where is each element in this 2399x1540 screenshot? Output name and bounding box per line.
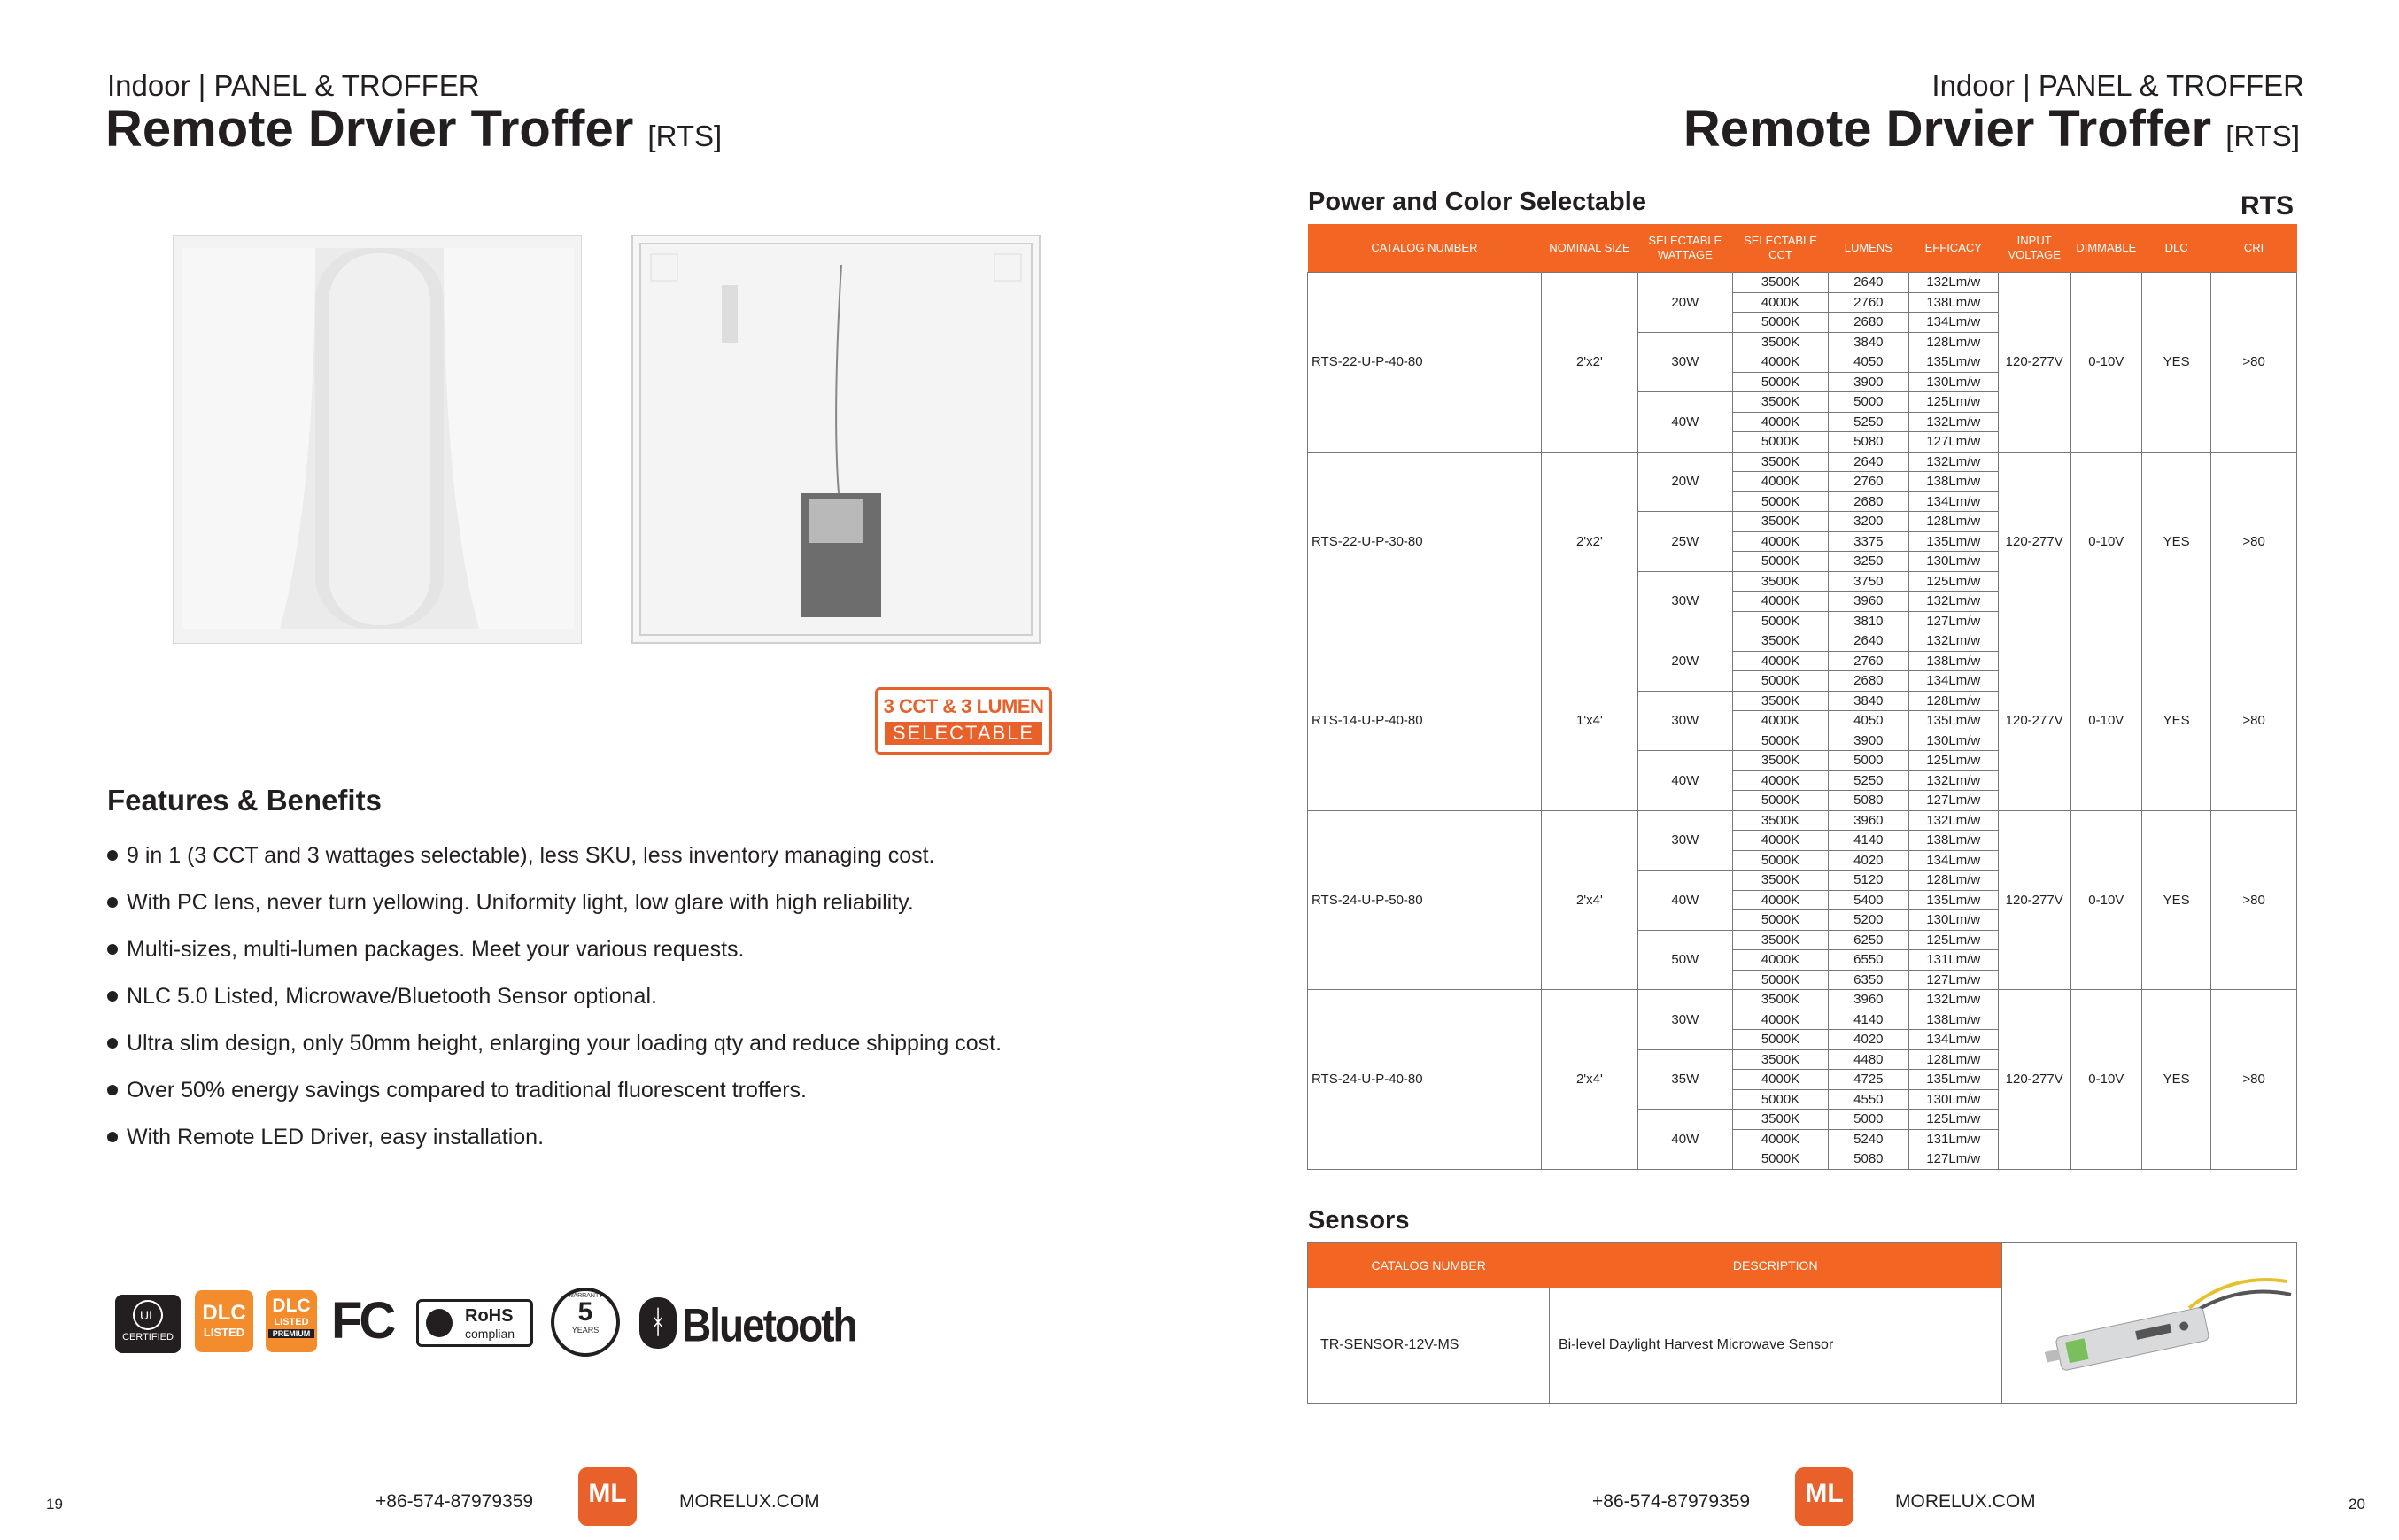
lumens: 6250 (1828, 930, 1908, 950)
lumens: 3900 (1828, 372, 1908, 392)
lumens: 6550 (1828, 950, 1908, 971)
right-page-title (1683, 99, 2300, 159)
input-voltage: 120-277V (1998, 273, 2070, 453)
sensors-col-description: DESCRIPTION (1549, 1243, 2001, 1288)
cct: 4000K (1733, 770, 1829, 791)
wattage: 40W (1637, 1110, 1733, 1170)
spec-row (1308, 273, 2297, 293)
page-number-right: 20 (2349, 1496, 2365, 1513)
right-title-text: Remote Drvier Troffer (1683, 100, 2212, 158)
efficacy: 130Lm/w (1908, 910, 1998, 931)
catalog-number: RTS-22-U-P-30-80 (1308, 452, 1542, 631)
warranty-number: 5 (577, 1297, 593, 1327)
bullet-icon (107, 944, 118, 955)
feature-text: 9 in 1 (3 CCT and 3 wattages selectable), less SKU, less inventory managing cost. (127, 843, 935, 868)
efficacy: 135Lm/w (1908, 352, 1998, 373)
cri: >80 (2211, 631, 2297, 811)
wattage: 50W (1637, 930, 1733, 990)
lumens: 3900 (1828, 731, 1908, 751)
lumens: 5000 (1828, 392, 1908, 413)
dimmable: 0-10V (2070, 810, 2141, 990)
morelux-logo-left: ML (578, 1467, 637, 1526)
cct: 4000K (1733, 412, 1829, 432)
dimmable: 0-10V (2070, 631, 2141, 811)
feature-item (104, 832, 1002, 879)
cct: 3500K (1733, 452, 1829, 472)
catalog-number: RTS-24-U-P-40-80 (1308, 990, 1542, 1170)
lumens: 5240 (1828, 1129, 1908, 1149)
warranty-ring-text: WARRANTY (568, 1293, 603, 1299)
left-title-text: Remote Drvier Troffer (105, 100, 634, 158)
cct: 3500K (1733, 1110, 1829, 1130)
feature-text: With PC lens, never turn yellowing. Uniformity light, low glare with high reliability. (127, 890, 914, 915)
lumens: 5120 (1828, 871, 1908, 891)
page-number-left: 19 (46, 1496, 63, 1513)
wattage: 20W (1637, 452, 1733, 512)
sensor-catalog-number: TR-SENSOR-12V-MS (1308, 1288, 1550, 1404)
lumens: 2760 (1828, 472, 1908, 492)
sensor-image (2002, 1243, 2297, 1404)
cct: 4000K (1733, 292, 1829, 313)
nominal-size: 2'x4' (1542, 990, 1637, 1170)
cct: 5000K (1733, 1149, 1829, 1170)
spec-table (1307, 224, 2297, 1170)
efficacy: 125Lm/w (1908, 930, 1998, 950)
cct: 4000K (1733, 651, 1829, 671)
wattage: 40W (1637, 392, 1733, 453)
cct: 3500K (1733, 871, 1829, 891)
efficacy: 138Lm/w (1908, 472, 1998, 492)
spec-col-header: DIMMABLE (2070, 224, 2141, 273)
cct: 4000K (1733, 352, 1829, 373)
warranty-5-years-logo (551, 1288, 620, 1357)
rohs-logo-sub: complian (465, 1327, 515, 1341)
feature-text: Multi-sizes, multi-lumen packages. Meet your various requests. (127, 937, 745, 962)
lumens: 2640 (1828, 452, 1908, 472)
dlc: YES (2142, 273, 2211, 453)
efficacy: 128Lm/w (1908, 871, 1998, 891)
cct: 4000K (1733, 472, 1829, 492)
efficacy: 132Lm/w (1908, 412, 1998, 432)
catalog-number: RTS-22-U-P-40-80 (1308, 273, 1542, 453)
efficacy: 135Lm/w (1908, 531, 1998, 552)
lumens: 4020 (1828, 1030, 1908, 1050)
wattage: 30W (1637, 810, 1733, 871)
wattage: 30W (1637, 571, 1733, 631)
feature-item (104, 1067, 1002, 1114)
lumens: 3960 (1828, 990, 1908, 1010)
cri: >80 (2211, 990, 2297, 1170)
features-heading: Features & Benefits (107, 784, 382, 816)
cct: 3500K (1733, 273, 1829, 293)
lumens: 3375 (1828, 531, 1908, 552)
lumens: 2640 (1828, 273, 1908, 293)
efficacy: 138Lm/w (1908, 292, 1998, 313)
footer-phone-left: +86-574-87979359 (375, 1491, 534, 1512)
cct: 4000K (1733, 592, 1829, 612)
cct: 3500K (1733, 1049, 1829, 1070)
lumens: 3840 (1828, 691, 1908, 711)
lumens: 5080 (1828, 1149, 1908, 1170)
spec-table-body (1308, 273, 2297, 1170)
lumens: 5080 (1828, 432, 1908, 453)
efficacy: 134Lm/w (1908, 313, 1998, 333)
efficacy: 138Lm/w (1908, 651, 1998, 671)
bullet-icon (107, 897, 118, 908)
troffer-front-image (173, 235, 582, 644)
spec-col-header: DLC (2142, 224, 2211, 273)
dimmable: 0-10V (2070, 273, 2141, 453)
bluetooth-icon: ᚼ (639, 1297, 677, 1349)
rohs-logo (416, 1299, 533, 1347)
lumens: 5200 (1828, 910, 1908, 931)
cct: 5000K (1733, 1030, 1829, 1050)
efficacy: 132Lm/w (1908, 990, 1998, 1010)
feature-text: Ultra slim design, only 50mm height, enlarging your loading qty and reduce shipping cost. (127, 1031, 1002, 1056)
lumens: 3750 (1828, 571, 1908, 592)
lumens: 5080 (1828, 791, 1908, 811)
wattage: 40W (1637, 751, 1733, 811)
cct: 4000K (1733, 711, 1829, 731)
lumens: 3960 (1828, 810, 1908, 831)
cri: >80 (2211, 452, 2297, 631)
lumens: 2680 (1828, 671, 1908, 692)
dlc2-logo-text: DLC (272, 1296, 311, 1316)
fcc-logo: FC (331, 1292, 393, 1350)
cct: 3500K (1733, 631, 1829, 652)
left-title-code: [RTS] (647, 120, 723, 152)
spec-series-badge: RTS (2240, 191, 2294, 221)
cct: 3500K (1733, 332, 1829, 352)
lumens: 2760 (1828, 292, 1908, 313)
efficacy: 135Lm/w (1908, 890, 1998, 910)
catalog-number: RTS-24-U-P-50-80 (1308, 810, 1542, 990)
morelux-logo-right: ML (1795, 1467, 1853, 1526)
dlc-premium-logo (266, 1290, 317, 1352)
bullet-icon (107, 850, 118, 861)
efficacy: 128Lm/w (1908, 332, 1998, 352)
ul-logo-text: UL (133, 1300, 163, 1330)
efficacy: 132Lm/w (1908, 452, 1998, 472)
lumens: 5400 (1828, 890, 1908, 910)
input-voltage: 120-277V (1998, 990, 2070, 1170)
input-voltage: 120-277V (1998, 810, 2070, 990)
lumens: 2640 (1828, 631, 1908, 652)
bullet-icon (107, 991, 118, 1002)
spec-col-header: SELECTABLE WATTAGE (1637, 224, 1733, 273)
lumens: 5250 (1828, 412, 1908, 432)
efficacy: 131Lm/w (1908, 950, 1998, 971)
cct: 5000K (1733, 611, 1829, 631)
dlc: YES (2142, 810, 2211, 990)
footer-site-right: MORELUX.COM (1895, 1491, 2036, 1512)
sensors-heading: Sensors (1308, 1206, 1410, 1234)
ul-logo-sub: CERTIFIED (122, 1332, 174, 1343)
efficacy: 125Lm/w (1908, 1110, 1998, 1130)
efficacy: 135Lm/w (1908, 711, 1998, 731)
sensor-description: Bi-level Daylight Harvest Microwave Sensor (1549, 1288, 2001, 1404)
wattage: 30W (1637, 990, 1733, 1050)
cct: 3500K (1733, 392, 1829, 413)
sensors-table (1307, 1242, 2297, 1404)
troffer-back-image (631, 235, 1041, 644)
badge-line2: SELECTABLE (885, 722, 1042, 745)
cct: 5000K (1733, 491, 1829, 512)
feature-item (104, 1020, 1002, 1067)
spec-heading: Power and Color Selectable (1308, 188, 1646, 216)
lumens: 3810 (1828, 611, 1908, 631)
lumens: 2760 (1828, 651, 1908, 671)
wattage: 20W (1637, 631, 1733, 692)
cct: 3500K (1733, 810, 1829, 831)
spec-row (1308, 452, 2297, 472)
lumens: 4050 (1828, 352, 1908, 373)
feature-text: Over 50% energy savings compared to traditional fluorescent troffers. (127, 1078, 807, 1103)
efficacy: 128Lm/w (1908, 512, 1998, 532)
nominal-size: 1'x4' (1542, 631, 1637, 811)
spec-col-header: EFFICACY (1908, 224, 1998, 273)
feature-item (104, 879, 1002, 926)
wattage: 40W (1637, 871, 1733, 931)
input-voltage: 120-277V (1998, 452, 2070, 631)
dlc-logo-sub: LISTED (203, 1326, 245, 1339)
efficacy: 131Lm/w (1908, 1129, 1998, 1149)
cct: 5000K (1733, 850, 1829, 871)
lumens: 4140 (1828, 1010, 1908, 1030)
cct: 3500K (1733, 512, 1829, 532)
efficacy: 127Lm/w (1908, 1149, 1998, 1170)
input-voltage: 120-277V (1998, 631, 2070, 811)
efficacy: 132Lm/w (1908, 273, 1998, 293)
efficacy: 130Lm/w (1908, 731, 1998, 751)
efficacy: 127Lm/w (1908, 611, 1998, 631)
spec-col-header: LUMENS (1828, 224, 1908, 273)
efficacy: 125Lm/w (1908, 751, 1998, 771)
spec-row (1308, 631, 2297, 652)
lumens: 4020 (1828, 850, 1908, 871)
bluetooth-logo-text: Bluetooth (682, 1298, 856, 1351)
dlc: YES (2142, 452, 2211, 631)
lumens: 5000 (1828, 751, 1908, 771)
feature-item (104, 1114, 1002, 1161)
efficacy: 135Lm/w (1908, 1070, 1998, 1090)
efficacy: 132Lm/w (1908, 592, 1998, 612)
cct: 3500K (1733, 751, 1829, 771)
efficacy: 125Lm/w (1908, 392, 1998, 413)
cct: 5000K (1733, 671, 1829, 692)
cct: 5000K (1733, 910, 1829, 931)
efficacy: 134Lm/w (1908, 1030, 1998, 1050)
lumens: 2680 (1828, 491, 1908, 512)
efficacy: 132Lm/w (1908, 810, 1998, 831)
efficacy: 128Lm/w (1908, 691, 1998, 711)
dlc: YES (2142, 990, 2211, 1170)
cri: >80 (2211, 273, 2297, 453)
cct: 4000K (1733, 950, 1829, 971)
efficacy: 127Lm/w (1908, 970, 1998, 990)
bullet-icon (107, 1132, 118, 1142)
dimmable: 0-10V (2070, 990, 2141, 1170)
badge-line1: 3 CCT & 3 LUMEN (883, 695, 1044, 717)
efficacy: 132Lm/w (1908, 631, 1998, 652)
left-page-title (105, 99, 722, 159)
spec-table-header (1308, 224, 2297, 273)
wattage: 30W (1637, 691, 1733, 751)
spec-col-header: CATALOG NUMBER (1308, 224, 1542, 273)
efficacy: 138Lm/w (1908, 1010, 1998, 1030)
lumens: 3840 (1828, 332, 1908, 352)
rohs-leaf-icon (426, 1309, 453, 1337)
bullet-icon (107, 1038, 118, 1049)
spec-row (1308, 990, 2297, 1010)
right-category: Indoor | PANEL & TROFFER (1931, 69, 2304, 102)
cct: 5000K (1733, 432, 1829, 453)
cct: 4000K (1733, 831, 1829, 851)
lumens: 4550 (1828, 1089, 1908, 1110)
dlc-listed-logo (195, 1290, 253, 1352)
efficacy: 125Lm/w (1908, 571, 1998, 592)
left-category: Indoor | PANEL & TROFFER (107, 69, 480, 102)
lumens: 2680 (1828, 313, 1908, 333)
cct: 4000K (1733, 531, 1829, 552)
dimmable: 0-10V (2070, 452, 2141, 631)
efficacy: 130Lm/w (1908, 372, 1998, 392)
efficacy: 128Lm/w (1908, 1049, 1998, 1070)
wattage: 30W (1637, 332, 1733, 392)
spec-row (1308, 810, 2297, 831)
cct: 5000K (1733, 970, 1829, 990)
lumens: 3250 (1828, 552, 1908, 572)
dlc: YES (2142, 631, 2211, 811)
footer-site-left: MORELUX.COM (679, 1491, 820, 1512)
lumens: 5000 (1828, 1110, 1908, 1130)
nominal-size: 2'x2' (1542, 452, 1637, 631)
features-list (104, 832, 1002, 1161)
efficacy: 134Lm/w (1908, 850, 1998, 871)
wattage: 20W (1637, 273, 1733, 333)
cct: 3500K (1733, 930, 1829, 950)
spec-col-header: CRI (2211, 224, 2297, 273)
selectable-badge (875, 687, 1052, 755)
wattage: 35W (1637, 1049, 1733, 1110)
cct: 5000K (1733, 372, 1829, 392)
dlc2-logo-listed: LISTED (274, 1317, 309, 1327)
efficacy: 134Lm/w (1908, 491, 1998, 512)
spec-col-header: NOMINAL SIZE (1542, 224, 1637, 273)
lumens: 3200 (1828, 512, 1908, 532)
lumens: 4140 (1828, 831, 1908, 851)
feature-text: With Remote LED Driver, easy installation. (127, 1125, 545, 1149)
feature-item (104, 973, 1002, 1020)
efficacy: 127Lm/w (1908, 432, 1998, 453)
rohs-logo-text: RoHS (465, 1306, 514, 1326)
cct: 3500K (1733, 571, 1829, 592)
efficacy: 130Lm/w (1908, 1089, 1998, 1110)
cct: 5000K (1733, 552, 1829, 572)
efficacy: 134Lm/w (1908, 671, 1998, 692)
wattage: 25W (1637, 512, 1733, 572)
efficacy: 138Lm/w (1908, 831, 1998, 851)
cct: 5000K (1733, 1089, 1829, 1110)
warranty-years-text: YEARS (571, 1326, 600, 1335)
ul-certified-logo (115, 1295, 181, 1353)
footer-phone-right: +86-574-87979359 (1592, 1491, 1751, 1512)
catalog-number: RTS-14-U-P-40-80 (1308, 631, 1542, 811)
cct: 4000K (1733, 1070, 1829, 1090)
cct: 4000K (1733, 890, 1829, 910)
dlc-logo-text: DLC (202, 1301, 246, 1325)
efficacy: 132Lm/w (1908, 770, 1998, 791)
lumens: 4725 (1828, 1070, 1908, 1090)
right-title-code: [RTS] (2225, 120, 2300, 152)
lumens: 3960 (1828, 592, 1908, 612)
cct: 4000K (1733, 1129, 1829, 1149)
nominal-size: 2'x4' (1542, 810, 1637, 990)
feature-item (104, 926, 1002, 973)
spec-col-header: SELECTABLE CCT (1733, 224, 1829, 273)
nominal-size: 2'x2' (1542, 273, 1637, 453)
cct: 5000K (1733, 313, 1829, 333)
lumens: 5250 (1828, 770, 1908, 791)
lumens: 4480 (1828, 1049, 1908, 1070)
dlc2-logo-sub: PREMIUM (268, 1329, 314, 1338)
bullet-icon (107, 1085, 118, 1095)
cct: 3500K (1733, 990, 1829, 1010)
spec-col-header: INPUT VOLTAGE (1998, 224, 2070, 273)
cct: 5000K (1733, 731, 1829, 751)
lumens: 6350 (1828, 970, 1908, 990)
cct: 5000K (1733, 791, 1829, 811)
sensors-col-catalog: CATALOG NUMBER (1308, 1243, 1550, 1288)
lumens: 4050 (1828, 711, 1908, 731)
efficacy: 127Lm/w (1908, 791, 1998, 811)
cct: 3500K (1733, 691, 1829, 711)
cct: 4000K (1733, 1010, 1829, 1030)
efficacy: 130Lm/w (1908, 552, 1998, 572)
feature-text: NLC 5.0 Listed, Microwave/Bluetooth Sensor optional. (127, 984, 657, 1009)
cri: >80 (2211, 810, 2297, 990)
